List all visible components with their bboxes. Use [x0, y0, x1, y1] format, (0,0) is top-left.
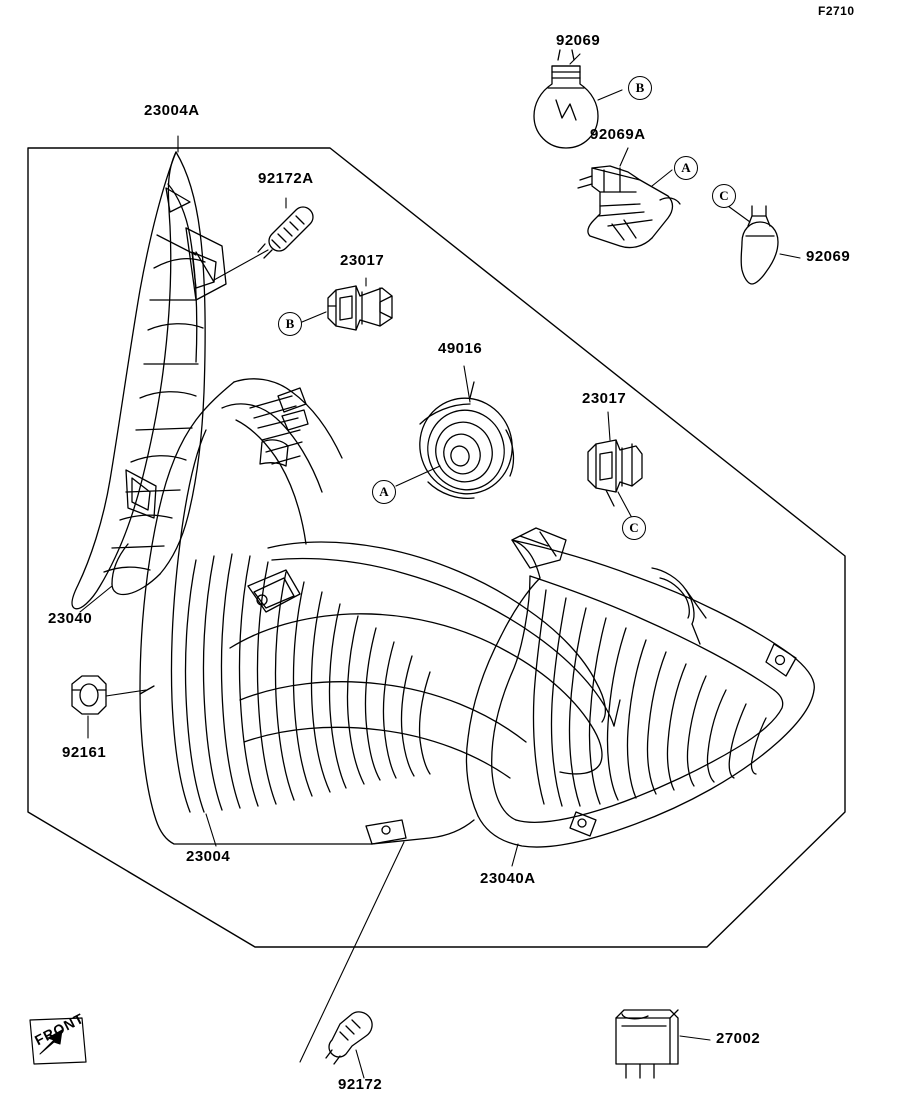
callout-23004a: 23004A	[144, 102, 200, 119]
callout-23017-mid: 23017	[582, 390, 627, 407]
callout-23004: 23004	[186, 848, 231, 865]
front-label: FRONT	[32, 1009, 87, 1049]
callout-92069-right: 92069	[806, 248, 851, 265]
ref-marker-b-top: B	[628, 76, 652, 100]
ref-marker-c-bulb: C	[712, 184, 736, 208]
front-direction-marker	[28, 1009, 94, 1078]
callout-23040: 23040	[48, 610, 93, 627]
ref-marker-a-boot: A	[372, 480, 396, 504]
callout-92172a: 92172A	[258, 170, 314, 187]
callout-92069-top: 92069	[556, 32, 601, 49]
ref-marker-b-socket: B	[278, 312, 302, 336]
callout-49016: 49016	[438, 340, 483, 357]
ref-marker-a-h4: A	[674, 156, 698, 180]
callout-23017-top: 23017	[340, 252, 385, 269]
ref-marker-c-socket: C	[622, 516, 646, 540]
callout-23040a: 23040A	[480, 870, 536, 887]
sheet-code: F2710	[818, 4, 855, 18]
callout-92172: 92172	[338, 1076, 383, 1093]
callout-27002: 27002	[716, 1030, 761, 1047]
callout-92161: 92161	[62, 744, 107, 761]
callout-92069a: 92069A	[590, 126, 646, 143]
